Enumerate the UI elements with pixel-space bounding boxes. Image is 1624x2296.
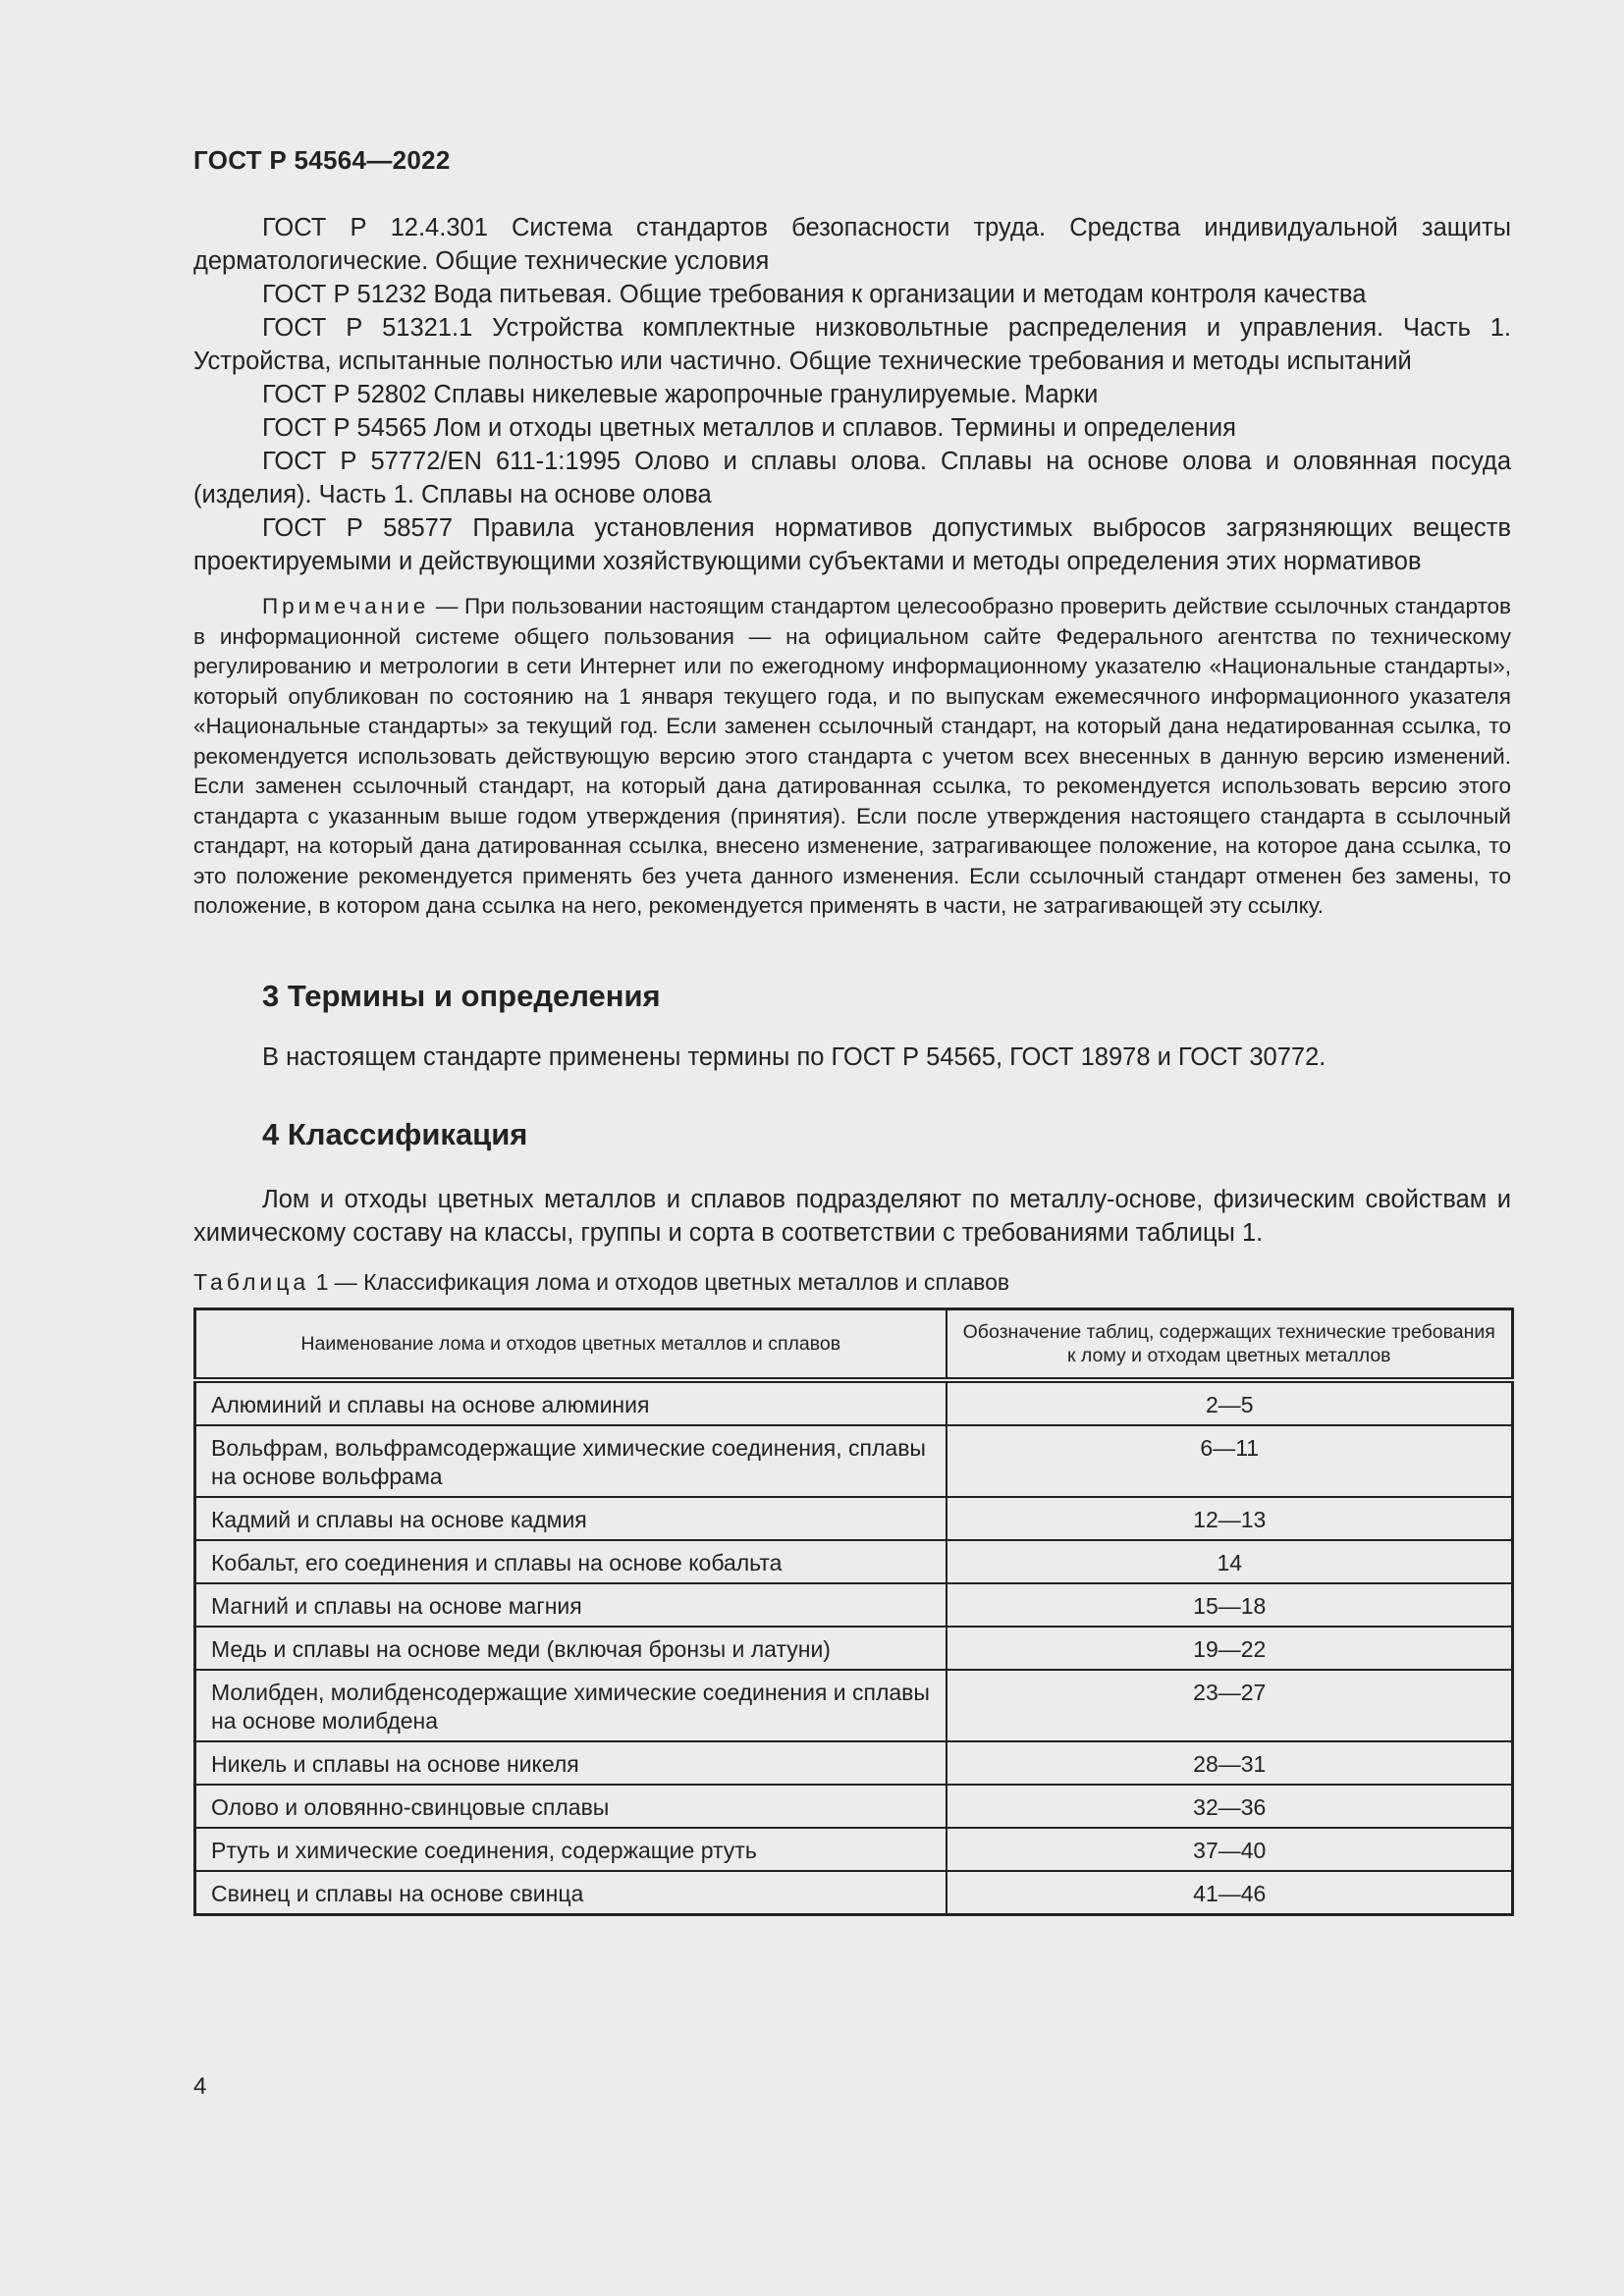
material-name-cell: Никель и сплавы на основе никеля [195,1741,947,1785]
material-name-cell: Магний и сплавы на основе магния [195,1583,947,1627]
table-refs-cell: 15—18 [947,1583,1513,1627]
document-page [193,145,1511,1916]
table-refs-cell: 32—36 [947,1785,1513,1828]
reference-item: ГОСТ Р 52802 Сплавы никелевые жаропрочные гранулируемые. Марки [262,381,1099,408]
reference-item: ГОСТ Р 54565 Лом и отходы цветных металлов и сплавов. Термины и определения [262,414,1236,442]
material-name-cell: Алюминий и сплавы на основе алюминия [195,1380,947,1425]
reference-item: ГОСТ Р 57772/EN 611-1:1995 Олово и сплавы олова. Сплавы на основе олова и оловянная посуда (изделия). Часть 1. Сплавы на основе олова [193,448,1511,508]
table-refs-cell: 2—5 [947,1380,1513,1425]
material-name-cell: Свинец и сплавы на основе свинца [195,1871,947,1915]
reference-item: ГОСТ Р 51232 Вода питьевая. Общие требования к организации и методам контроля качества [262,281,1367,308]
material-name-cell: Молибден, молибденсодержащие химические соединения и сплавы на основе молибдена [195,1670,947,1741]
table-row [195,1670,1513,1741]
table-refs-cell: 37—40 [947,1828,1513,1871]
reference-item: ГОСТ Р 12.4.301 Система стандартов безопасности труда. Средства индивидуальной защиты дерматологические. Общие технические условия [193,214,1511,275]
material-name-cell: Медь и сплавы на основе меди (включая бронзы и латуни) [195,1627,947,1670]
material-name-cell: Олово и оловянно-свинцовые сплавы [195,1785,947,1828]
note-paragraph [193,592,1511,922]
header-material-name: Наименование лома и отходов цветных металлов и сплавов [195,1308,947,1380]
table-row [195,1497,1513,1540]
table-refs-cell: 6—11 [947,1425,1513,1497]
table-refs-cell: 19—22 [947,1627,1513,1670]
note-text: — При пользовании настоящим стандартом целесообразно проверить действие ссылочных стандартов в информационной системе общего пользования — на официальном сайте Федерального агентства по техническому регулированию и метрологии в сети Интернет или по ежегодному информационному указателю «Национальные стандарты», который опубликован по состоянию на 1 января текущего года, и по выпускам ежемесячного информационного указателя «Национальные стандарты» за текущий год. Если заменен ссылочный стандарт, на который дана недатированная ссылка, то рекомендуется использовать действующую версию этого стандарта с учетом всех внесенных в данную версию изменений. Если заменен ссылочный стандарт, на который дана датированная ссылка, то рекомендуется использовать версию этого стандарта с указанным выше годом утверждения (принятия). Если после утверждения настоящего стандарта в ссылочный стандарт, на который дана датированная ссылка, внесено изменение, затрагивающее положение, на которое дана ссылка, то это положение рекомендуется применять без учета данного изменения. Если ссылочный стандарт отменен без замены, то положение, в котором дана ссылка на него, рекомендуется применять в части, не затрагивающей эту ссылку. [193,594,1511,918]
section-3-title: 3 Термины и определения [262,978,661,1013]
material-name-cell: Вольфрам, вольфрамсодержащие химические соединения, сплавы на основе вольфрама [195,1425,947,1497]
classification-table [193,1308,1514,1916]
page-number: 4 [193,2073,207,2100]
table-caption-text: 1 — Классификация лома и отходов цветных металлов и сплавов [309,1268,1010,1295]
document-id: ГОСТ Р 54564—2022 [193,145,451,175]
table-refs-cell: 23—27 [947,1670,1513,1741]
table-row [195,1425,1513,1497]
section-4-title: 4 Классификация [262,1116,528,1151]
table-header-row [195,1308,1513,1380]
material-name-cell: Кадмий и сплавы на основе кадмия [195,1497,947,1540]
table-row [195,1828,1513,1871]
table-row [195,1627,1513,1670]
table-row [195,1540,1513,1583]
table-row [195,1583,1513,1627]
section-3-text: В настоящем стандарте применены термины по ГОСТ Р 54565, ГОСТ 18978 и ГОСТ 30772. [262,1042,1326,1071]
table-row [195,1785,1513,1828]
table-refs-cell: 14 [947,1540,1513,1583]
material-name-cell: Ртуть и химические соединения, содержащие ртуть [195,1828,947,1871]
table-refs-cell: 41—46 [947,1871,1513,1915]
table-caption [193,1269,1511,1296]
table-refs-cell: 28—31 [947,1741,1513,1785]
table-refs-cell: 12—13 [947,1497,1513,1540]
table-caption-label: Таблица [193,1268,310,1295]
table-row [195,1741,1513,1785]
table-row [195,1871,1513,1915]
normative-references [193,211,1511,578]
table-row [195,1380,1513,1425]
reference-item: ГОСТ Р 51321.1 Устройства комплектные низковольтные распределения и управления. Часть 1. Устройства, испытанные полностью или частично. Общие технические требования и методы испытаний [193,314,1511,375]
material-name-cell: Кобальт, его соединения и сплавы на основе кобальта [195,1540,947,1583]
header-table-refs: Обозначение таблиц, содержащих технические требования к лому и отходам цветных металлов [947,1308,1513,1380]
note-label: Примечание [262,594,430,618]
reference-item: ГОСТ Р 58577 Правила установления нормативов допустимых выбросов загрязняющих веществ проектируемыми и действующими хозяйствующими субъектами и методы определения этих нормативов [193,514,1511,575]
section-4-text: Лом и отходы цветных металлов и сплавов подразделяют по металлу-основе, физическим свойствам и химическому составу на классы, группы и сорта в соответствии с требованиями таблицы 1. [193,1185,1511,1247]
